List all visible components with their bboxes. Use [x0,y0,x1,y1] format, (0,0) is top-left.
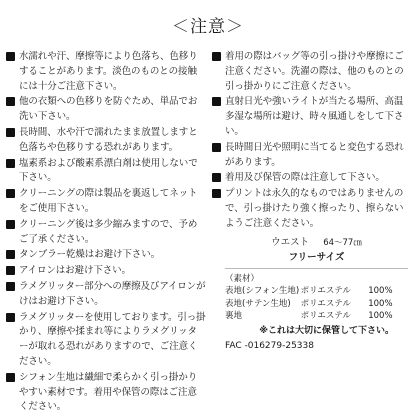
note-text: 塩素系および酸素系漂白剤は使用しないで下さい。 [19,157,198,184]
material-percent: 100% [368,311,393,322]
material-row [225,310,408,323]
note-text: ラメグリッター部分への摩擦及びアイロンがけはお避け下さい。 [19,280,206,307]
material-percent: 100% [368,286,393,297]
square-bullet-icon [212,173,221,182]
note-item [6,311,206,370]
square-bullet-icon [6,373,15,382]
material-fiber: ポリエステル [300,298,351,309]
right-notes-column [212,50,408,354]
square-bullet-icon [6,128,15,137]
square-bullet-icon [6,220,15,229]
note-text: シフォン生地は繊細で柔らかく引っ掛かりやすい素材です。着用や保管の際はご注意ください。 [19,371,198,413]
material-part: 表地(シフォン生地) [225,286,300,297]
square-bullet-icon [212,143,221,152]
note-item [6,248,206,263]
material-fiber: ポリエステル [300,286,351,297]
title-bracket-right: ＞ [226,17,244,37]
square-bullet-icon [6,250,15,259]
square-bullet-icon [6,97,15,106]
waist-label: ウエスト [271,236,310,248]
note-item [6,126,206,156]
note-text: 他の衣類への色移りを防ぐため、単品でお洗い下さい。 [19,96,198,123]
note-item [6,264,206,279]
spec-divider [225,268,408,269]
note-text: プリントは永久的なものではありませんので、引っ掛けたり強く擦ったり、擦らないようご注意ください。 [225,188,404,229]
care-note: ※これは大切に保管して下さい。 [259,325,394,336]
materials-label: （素材） [225,273,260,284]
note-text: 長時間、水や汗で濡れたまま放置しますと色落ちや色移りする恐れがあります。 [19,126,198,153]
size-label: フリーサイズ [288,252,345,264]
note-item [6,280,206,310]
square-bullet-icon [6,52,15,61]
note-item [6,187,206,217]
note-text: クリーニングの際は製品を裏返してネットをご使用下さい。 [19,188,198,214]
note-text: 水濡れや汗、摩擦等により色落ち、色移りすることがあります。淡色のものとの接触には十分ご注意下さい。 [19,51,198,92]
note-item [6,95,206,125]
spec-block [212,236,408,354]
note-text: 直射日光や強いライトが当たる場所、高温多湿な場所は避け、時々風通しをして下さい。 [225,96,404,137]
note-text: 長時間日光や照明に当てると変色する恐れがあります。 [225,141,404,168]
waist-row [225,236,408,251]
note-item [212,171,408,186]
note-text: アイロンはお避け下さい。 [19,265,131,277]
note-item [6,157,206,187]
material-part: 表地(サテン生地) [225,298,291,309]
note-text: 着用及び保管の際は注意して下さい。 [225,172,385,184]
note-item [212,187,408,231]
square-bullet-icon [6,313,15,322]
waist-value: 64〜77㎝ [323,237,362,248]
square-bullet-icon [6,189,15,198]
note-text: タンブラー乾燥はお避け下さい。 [19,249,161,261]
square-bullet-icon [212,52,221,61]
square-bullet-icon [212,189,221,198]
material-row [225,285,408,298]
left-notes-column [6,50,206,416]
note-text: ラメグリッターを使用しております。引っ掛かり、摩擦や揉まれ等によりラメグリッターが取れる恐れがありますので、ご注意ください。 [19,311,206,367]
material-fiber: ポリエステル [300,311,351,322]
note-item [6,371,206,415]
square-bullet-icon [6,266,15,275]
note-item [212,141,408,171]
title-text: 注意 [190,17,226,37]
note-item [212,95,408,139]
square-bullet-icon [6,282,15,291]
square-bullet-icon [212,97,221,106]
material-percent: 100% [368,298,393,309]
notice-title [0,12,416,37]
title-bracket-left: ＜ [172,17,190,37]
product-code: FAC -016279-25338 [225,341,314,352]
materials-table [225,273,408,323]
note-text: クリーニング後は多少縮みますので、予めご了承ください。 [19,218,198,245]
note-item [6,218,206,248]
note-text: 着用の際はバッグ等の引っ掛けや摩擦にご注意ください。洗濯の際は、他のものとの引っ掛かりにご注意ください。 [225,51,404,92]
square-bullet-icon [6,159,15,168]
material-part: 裏地 [225,311,243,322]
note-item [6,50,206,94]
material-row [225,298,408,311]
note-item [212,50,408,94]
